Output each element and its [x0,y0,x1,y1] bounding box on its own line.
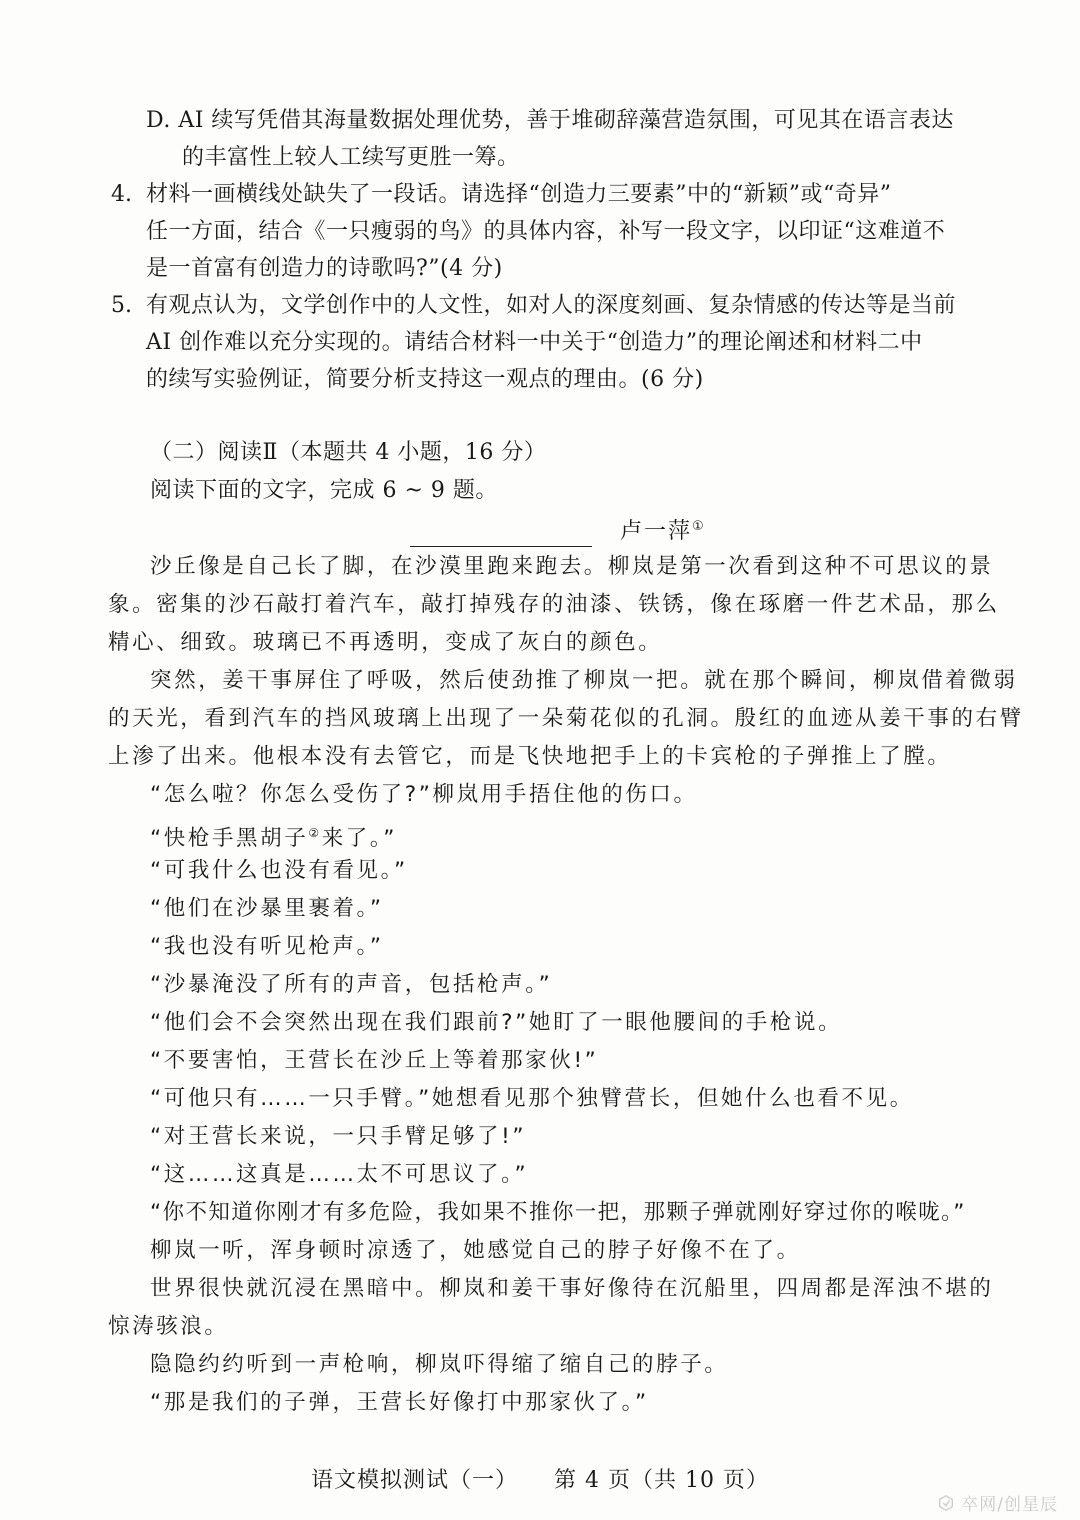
author-name: 卢一萍 [620,519,693,544]
story-line-4: 突然，姜干事屏住了呼吸，然后使劲推了柳岚一把。就在那个瞬间，柳岚借着微弱 [150,668,1018,693]
q5-line3: 的续写实验例证，简要分析支持这一观点的理由。(6 分) [146,367,704,392]
q4-line2: 任一方面，结合《一只瘦弱的鸟》的具体内容，补写一段文字，以印证“这难道不 [146,219,946,244]
story-line-3: 精心、细致。玻璃已不再透明，变成了灰白的颜色。 [108,630,663,655]
q4-line1: 材料一画横线处缺失了一段话。请选择“创造力三要素”中的“新颖”或“奇异” [146,182,892,207]
footer-page-number: 第 4 页（共 10 页） [554,1468,769,1493]
page-footer [0,1466,1080,1496]
story-line-13: “他们会不会突然出现在我们跟前?”她盯了一眼他腰间的手枪说。 [150,1010,843,1035]
q5-number: 5. [111,293,132,318]
q5-line1: 有观点认为，文学创作中的人文性，如对人的深度刻画、复杂情感的传达等是当前 [146,293,957,318]
story-line-22: 隐隐约约听到一声枪响，柳岚吓得缩了缩自己的脖子。 [150,1352,729,1377]
watermark-logo-icon [937,1494,955,1512]
title-blank-line [410,546,592,547]
story-line-8 [150,818,397,854]
story-line-23: “那是我们的子弹，王营长好像打中那家伙了。” [150,1390,649,1415]
story-line-5: 的天光，看到汽车的挡风玻璃上出现了一朵菊花似的孔洞。殷红的血迹从姜干事的右臂 [108,706,1024,731]
footer-subject: 语文模拟测试（一） [311,1468,519,1493]
watermark-text: 卒网/创星辰 [961,1495,1058,1515]
story-line-9: “可我什么也没有看见。” [150,858,408,883]
story-line-14: “不要害怕，王营长在沙丘上等着那家伙!” [150,1048,599,1073]
story-line-2: 象。密集的沙石敲打着汽车，敲打掉残存的油漆、铁锈，像在琢磨一件艺术品，那么 [108,592,1000,617]
story-line-18: “你不知道你刚才有多危险，我如果不推你一把，那颗子弹就刚好穿过你的喉咙。” [150,1200,966,1225]
q4-line3: 是一首富有创造力的诗歌吗?”(4 分) [146,256,503,281]
footnote-mark-2: ② [308,826,322,840]
author-footnote-mark: ① [692,519,706,534]
watermark [937,1490,1058,1515]
story-line-12: “沙暴淹没了所有的声音，包括枪声。” [150,972,553,997]
story-line-19: 柳岚一听，浑身顿时凉透了，她感觉自己的脖子好像不在了。 [150,1238,801,1263]
story-line-6: 上渗了出来。他根本没有去管它，而是飞快地把手上的卡宾枪的子弹推上了膛。 [108,744,952,769]
story-line-21: 惊涛骇浪。 [108,1314,229,1339]
story-line-10: “他们在沙暴里裹着。” [150,896,384,921]
story-line-15: “可他只有……一只手臂。”她想看见那个独臂营长，但她什么也看不见。 [150,1086,914,1111]
section-instruction: 阅读下面的文字，完成 6 ~ 9 题。 [150,478,498,503]
story-line-8-tail: 来了。” [321,826,397,851]
story-line-1: 沙丘像是自己长了脚，在沙漠里跑来跑去。柳岚是第一次看到这种不可思议的景 [150,554,994,579]
story-line-17: “这……这真是……太不可思议了。” [150,1162,529,1187]
story-line-16: “对王营长来说，一只手臂足够了!” [150,1124,527,1149]
q3-option-d-line2: 的丰富性上较人工续写更胜一筹。 [182,145,520,170]
q3-option-d-line1: D. AI 续写凭借其海量数据处理优势，善于堆砌辞藻营造氛围，可见其在语言表达 [146,108,954,133]
story-line-11: “我也没有听见枪声。” [150,934,384,959]
section-heading: （二）阅读Ⅱ（本题共 4 小题，16 分） [150,440,547,465]
story-line-7: “怎么啦？你怎么受伤了?”柳岚用手捂住他的伤口。 [150,782,698,807]
story-line-8-head: “快枪手黑胡子 [150,826,309,851]
story-line-20: 世界很快就沉浸在黑暗中。柳岚和姜干事好像待在沉船里，四周都是浑浊不堪的 [150,1276,994,1301]
q5-line2: AI 创作难以充分实现的。请结合材料一中关于“创造力”的理论阐述和材料二中 [146,330,923,355]
q4-number: 4. [111,182,132,207]
story-author [620,512,706,547]
